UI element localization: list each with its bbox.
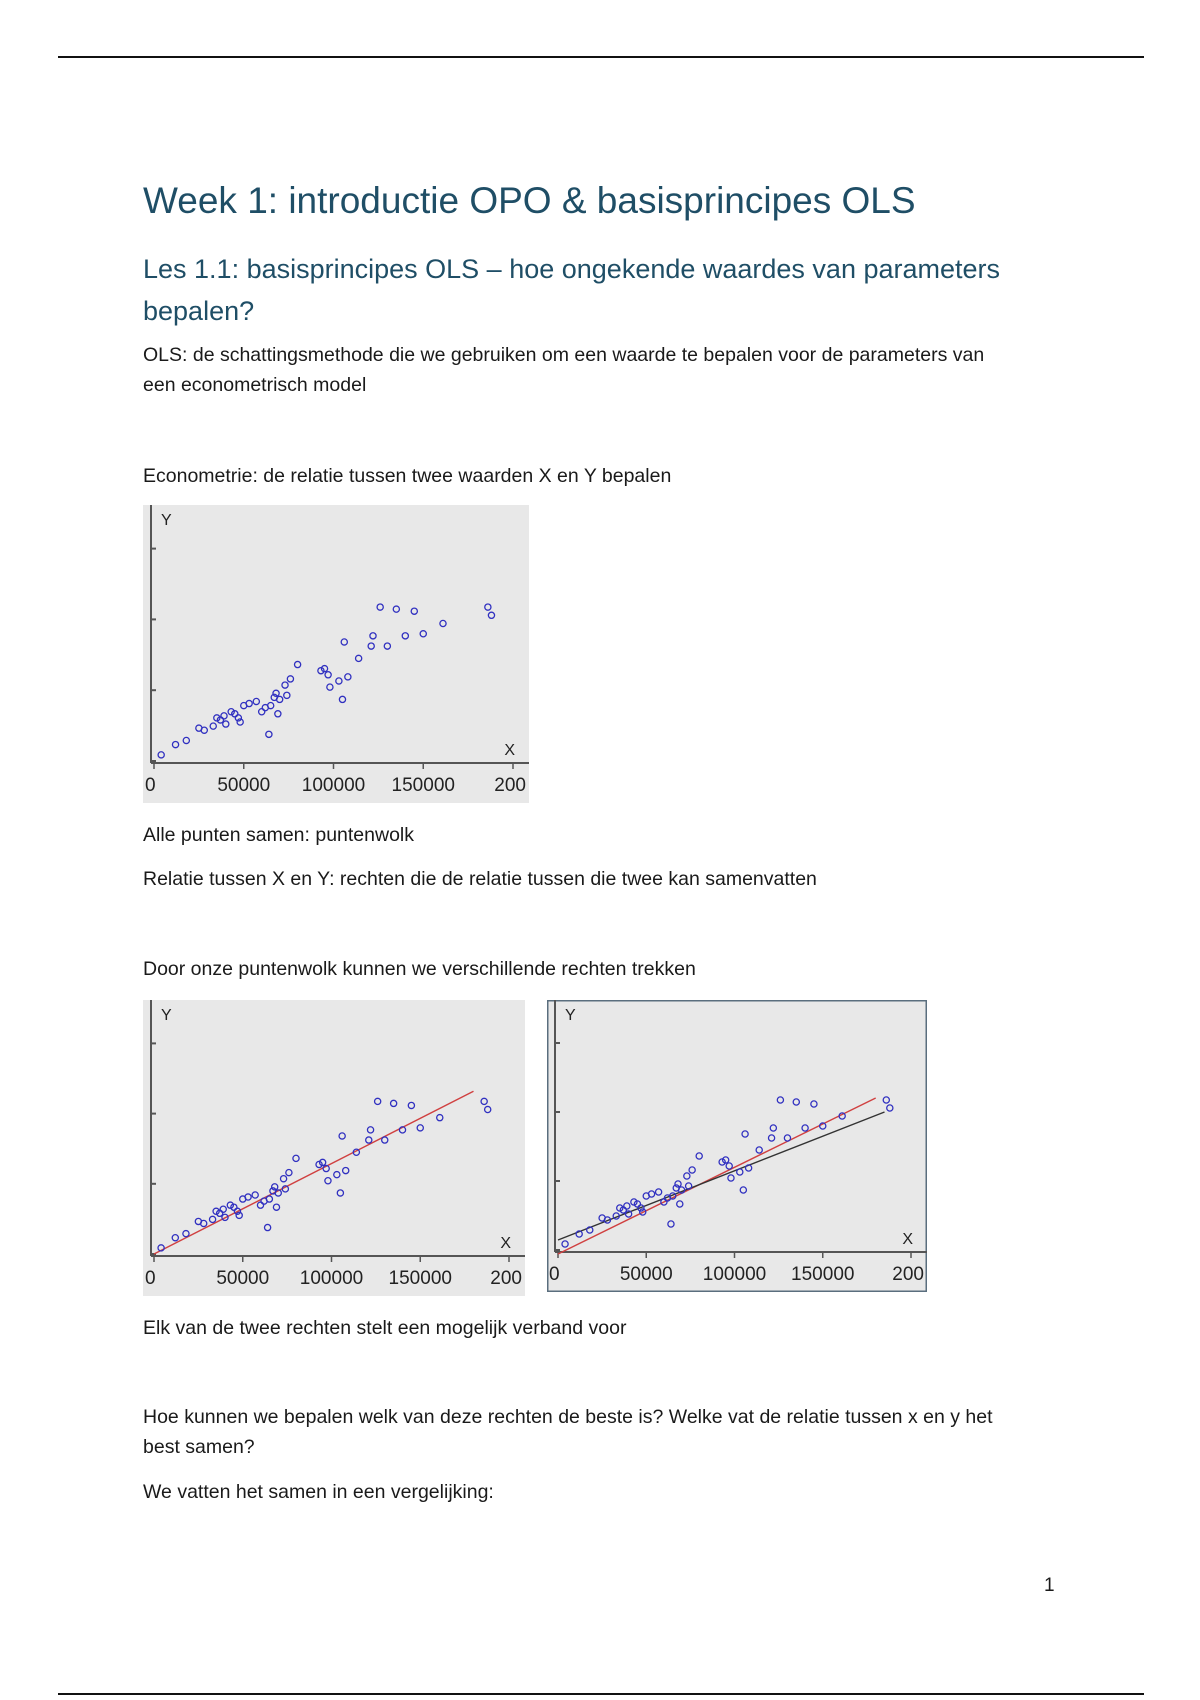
plot-background [143,1000,525,1296]
x-tick-label: 100000 [702,1264,767,1285]
scatter-plot-1 [143,505,529,803]
scatter-plot-2-svg [143,1000,525,1296]
paragraph-hoe-line2: best samen? [143,1436,255,1458]
x-tick-label: 50000 [216,1268,270,1289]
scatter-plot-1-svg [143,505,529,803]
y-axis-label: Y [161,512,172,529]
x-axis-label: X [504,742,515,759]
plot-background [143,505,529,803]
page-number: 1 [1044,1575,1055,1596]
paragraph-ols-line1: OLS: de schattingsmethode die we gebruiken om een waarde te bepalen voor de parameters van [143,344,985,366]
x-axis-label: X [500,1235,511,1252]
x-tick-label: 150000 [388,1268,452,1289]
paragraph-elk: Elk van de twee rechten stelt een mogelijk verband voor [143,1317,627,1339]
section-title-line1: Les 1.1: basisprincipes OLS – hoe ongekende waardes van parameters [143,254,1001,284]
x-tick-label: 0 [145,1268,156,1289]
paragraph-relatie: Relatie tussen X en Y: rechten die de relatie tussen die twee kan samenvatten [143,868,817,890]
x-tick-label: 100000 [301,775,366,796]
section-title-line2: bepalen? [143,296,255,326]
paragraph-hoe-line1: Hoe kunnen we bepalen welk van deze rechten de beste is? Welke vat de relatie tussen x en y het [143,1406,993,1428]
paragraph-econometrie: Econometrie: de relatie tussen twee waarden X en Y bepalen [143,465,672,487]
x-tick-label: 0 [145,775,156,796]
x-tick-label: 50000 [619,1264,673,1285]
y-axis-label: Y [565,1007,576,1024]
scatter-plot-3-svg [547,1000,927,1292]
x-tick-label: 150000 [791,1264,855,1285]
paragraph-door: Door onze puntenwolk kunnen we verschillende rechten trekken [143,958,696,980]
footer-rule [58,1693,1144,1695]
paragraph-vergelijking: We vatten het samen in een vergelijking: [143,1481,494,1503]
page-title: Week 1: introductie OPO & basisprincipes OLS [143,180,916,221]
paragraph-ols-line2: een econometrisch model [143,374,367,396]
x-tick-label: 50000 [217,775,271,796]
y-axis-label: Y [161,1007,172,1024]
scatter-plot-3 [547,1000,927,1292]
x-tick-label: 200 [892,1264,924,1285]
x-tick-label: 150000 [391,775,455,796]
x-tick-label: 0 [549,1264,560,1285]
x-tick-label: 200 [490,1268,522,1289]
x-tick-label: 200 [494,775,526,796]
x-axis-label: X [902,1231,913,1248]
plot-background [547,1000,927,1292]
scatter-plot-2 [143,1000,525,1296]
header-rule [58,56,1144,58]
x-tick-label: 100000 [299,1268,364,1289]
paragraph-puntenwolk: Alle punten samen: puntenwolk [143,824,415,846]
